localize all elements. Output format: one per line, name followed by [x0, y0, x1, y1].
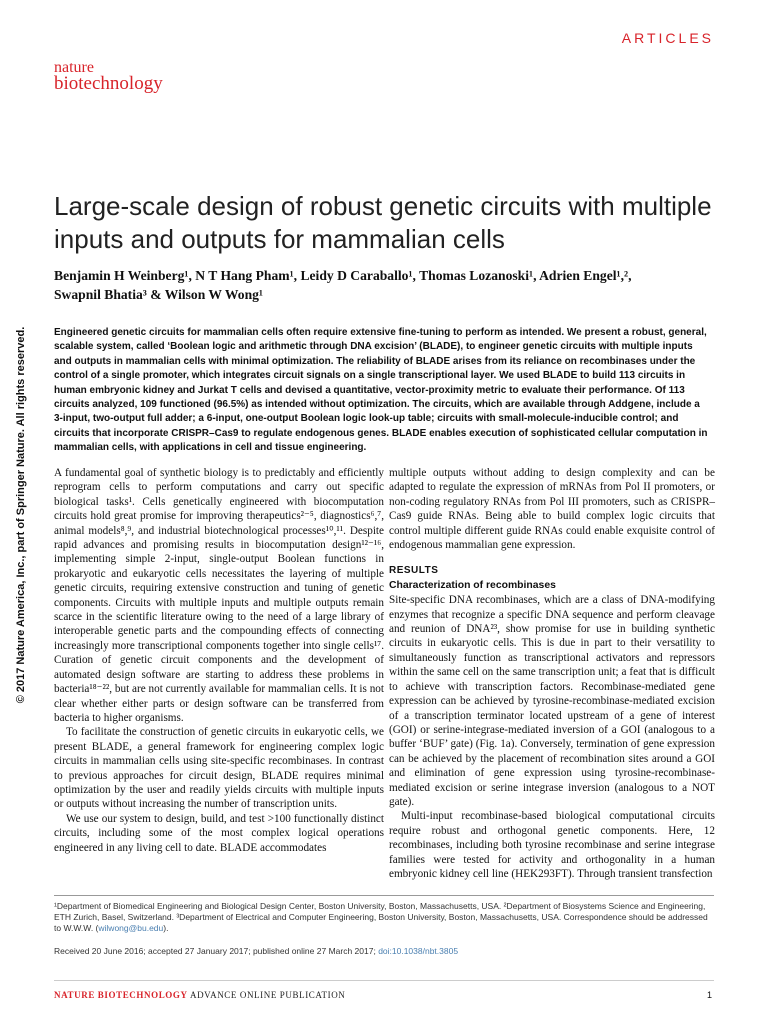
received-dates — [54, 946, 714, 956]
journal-logo[interactable] — [54, 60, 163, 92]
author-line-2: Swapnil Bhatia³ & Wilson W Wong¹ — [54, 287, 263, 302]
journal-logo-line2: biotechnology — [54, 73, 163, 94]
footer-journal-name: NATURE BIOTECHNOLOGY — [54, 990, 188, 1000]
body-paragraph: A fundamental goal of synthetic biology is to predictably and efficiently reprogram cells to perform computations and carry out specific biological tasks¹. Cells genetically engineered with biocomputation circuits hold great promise for improving therapeutics²⁻⁵, diagnostics⁶,⁷, animal models⁸,⁹, and industrial biotechnological processes¹⁰,¹¹. Despite rapid advances and promising results in biocomputation design¹²⁻¹⁶, implementing simple 2-input, single-output Boolean functions in prokaryotic and eukaryotic cells necessitates the layering of multiple genetic circuits, requiring extensive construction and tuning of genetic components. Circuits with multiple inputs and multiple outputs remain scarce in the scientific literature owing to the need of a large library of interoperable genetic parts and the compounding effects of connecting increasingly more transcriptional components together into single cells¹⁷. Curation of genetic circuit components and the development of automated design software are starting to address these problems in bacteria¹⁸⁻²², but are not currently available for mammalian cells. It is not clear whether either parts or design software can be transferred from bacteria to higher organisms. — [54, 467, 384, 724]
footer-edition: ADVANCE ONLINE PUBLICATION — [189, 990, 346, 1000]
body-paragraph: multiple outputs without adding to design complexity and can be adapted to regulate the expression of mRNAs from Pol II promoters, or non-coding regulatory RNAs from Pol III promoters, such as CRISPR–Cas9 guide RNAs. Being able to build complex logic circuits that control multiple different guide RNAs could enable exquisite control of endogenous mammalian gene expression. — [389, 467, 715, 552]
body-paragraph: Site-specific DNA recombinases, which are a class of DNA-modifying enzymes that recognize a specific DNA sequence and perform cleavage and reunion of DNA²³, show promise for use in building synthetic circuits in eukaryotic cells. This is due in part to their versatility to simultaneously function as transcriptional activators and repressors within the same cell on the same transcription unit; a feat that is difficult to achieve with transcription factors. Recombinase-mediated gene expression can be achieved by tyrosine-recombinase-mediated excision of a transcription terminator located upstream of a gene of interest (GOI) or serine-integrase-mediated inversion of a GOI (analogous to a buffer ‘BUF’ gate) (Fig. 1a). Conversely, termination of gene expression can be achieved by the placement of recombination sites around a GOI and elimination of gene expression using tyrosine-recombinase-mediated excision or serine integrase inversion (analogous to a NOT gate). — [389, 594, 715, 808]
abstract: Engineered genetic circuits for mammalian cells often require extensive fine-tuning to perform as intended. We present a robust, general, scalable system, called ‘Boolean logic and arithmetic through DNA excision’ (BLADE), to engineer genetic circuits with multiple inputs and outputs in mammalian cells with minimal optimization. The reliability of BLADE arises from its reliance on recombinases under the control of a single promoter, which integrates circuit signals on a single transcriptional layer. We used BLADE to build 113 circuits in human embryonic kidney and Jurkat T cells and devised a quantitative, vector-proximity metric to evaluate their performance. Of 113 circuits analyzed, 109 functioned (96.5%) as intended without optimization. The circuits, which are available through Addgene, include a 3-input, two-output full adder; a 6-input, one-output Boolean logic look-up table; circuits with small-molecule-inducible control; and circuits that incorporate CRISPR–Cas9 to regulate endogenous genes. BLADE enables execution of sophisticated cellular computation in mammalian cells, with applications in cell and tissue engineering. — [54, 327, 708, 454]
received-text: Received 20 June 2016; accepted 27 January 2017; published online 27 March 2017; — [54, 946, 379, 956]
results-subheading: Characterization of recombinases — [389, 579, 556, 591]
page-number: 1 — [706, 990, 712, 1000]
author-line-1: Benjamin H Weinberg¹, N T Hang Pham¹, Leidy D Caraballo¹, Thomas Lozanoski¹, Adrien Engel¹,², — [54, 268, 632, 283]
body-paragraph: We use our system to design, build, and test >100 functionally distinct circuits, including some of the most complex logical operations engineered in any living cell to date. BLADE accommodates — [54, 812, 384, 854]
journal-logo-line1: nature — [54, 59, 94, 76]
footer-divider — [54, 980, 714, 981]
correspondence-email-link[interactable]: wilwong@bu.edu — [98, 923, 164, 933]
doi-link[interactable]: doi:10.1038/nbt.3805 — [378, 946, 459, 956]
results-heading: RESULTS — [389, 565, 439, 577]
page-footer — [54, 990, 345, 1000]
body-paragraph: Multi-input recombinase-based biological computational circuits require robust and orthogonal genetic components. Here, 12 recombinases, including both tyrosine recombinase and serine integrase families were tested for activity and orthogonality in a human embryonic kidney cell line (HEK293FT). Through transient transfection — [389, 810, 715, 880]
copyright-sidebar — [9, 310, 33, 720]
section-label: ARTICLES — [621, 30, 714, 46]
author-list — [54, 266, 734, 304]
right-column — [389, 466, 715, 881]
body-paragraph: To facilitate the construction of genetic circuits in eukaryotic cells, we present BLADE, a general framework for engineering complex logic circuits in mammalian cells using site-specific recombinases. In contrast to previous approaches for circuit design, BLADE requires minimal optimization by the user and readily yields circuits with multiple inputs or outputs without increasing the number of transcription units. — [54, 726, 384, 811]
affiliations-footnote — [54, 901, 714, 934]
copyright-text: © 2017 Nature America, Inc., part of Springer Nature. All rights reserved. — [15, 326, 27, 704]
affiliations-end: ). — [163, 923, 169, 933]
article-title: Large-scale design of robust genetic circuits with multiple inputs and outputs for mammalian cells — [54, 191, 712, 254]
left-column — [54, 466, 384, 855]
affiliations-text: ¹Department of Biomedical Engineering and Biological Design Center, Boston University, Boston, Massachusetts, USA. ²Department of Biosystems Science and Engineering, ETH Zurich, Basel, Switzerland. ³Department of Electrical and Computer Engineering, Boston University, Boston, Massachusetts, USA. Correspondence should be addressed to W.W.W. ( — [54, 901, 708, 933]
footnote-divider — [54, 895, 714, 896]
